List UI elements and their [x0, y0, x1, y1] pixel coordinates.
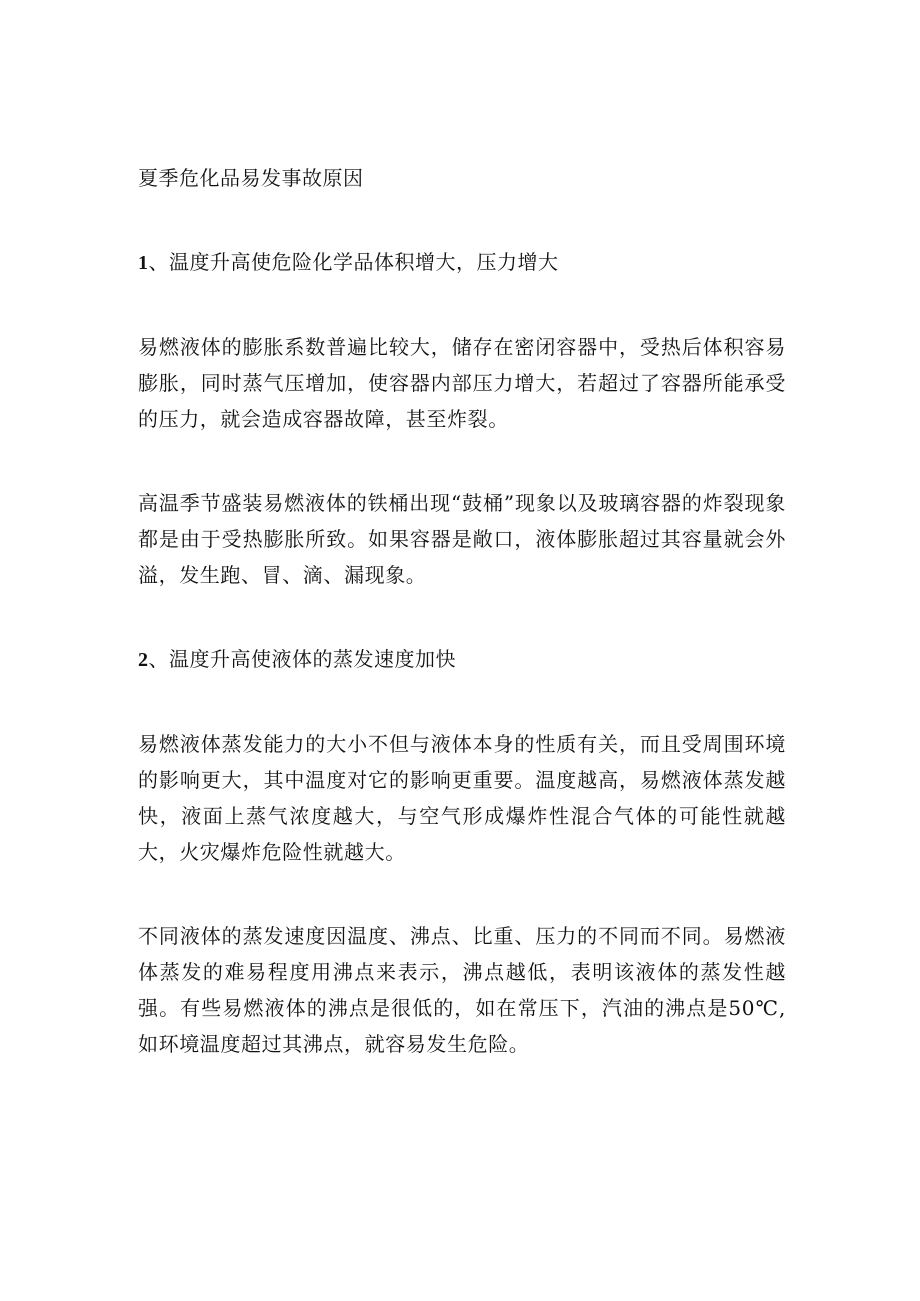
section-1-paragraph-1: 易燃液体的膨胀系数普遍比较大，储存在密闭容器中，受热后体积容易膨胀，同时蒸气压增加，使容器内部压力增大，若超过了容器所能承受的压力，就会造成容器故障，甚至炸裂。 — [138, 335, 786, 431]
section-2-heading-text: 、温度升高使液体的蒸发速度加快 — [148, 647, 456, 671]
section-2-paragraph-2: 不同液体的蒸发速度因温度、沸点、比重、压力的不同而不同。易燃液体蒸发的难易程度用沸点来表示，沸点越低，表明该液体的蒸发性越强。有些易燃液体的沸点是很低的，如在常压下，汽油的沸点是50℃,如环境温度超过其沸点，就容易发生危险。 — [138, 924, 786, 1056]
section-1-heading-text: 、温度升高使危险化学品体积增大，压力增大 — [148, 250, 559, 274]
document-body — [138, 160, 786, 1110]
document-title: 夏季危化品易发事故原因 — [138, 166, 364, 190]
section-2-paragraph-1: 易燃液体蒸发能力的大小不但与液体本身的性质有关，而且受周围环境的影响更大，其中温度对它的影响更重要。温度越高，易燃液体蒸发越快，液面上蒸气浓度越大，与空气形成爆炸性混合气体的可能性就越大，火灾爆炸危险性就越大。 — [138, 732, 786, 864]
section-2-heading — [138, 641, 786, 678]
section-1-number: 1 — [138, 252, 149, 274]
section-2-number: 2 — [138, 649, 149, 671]
section-1-paragraph-2: 高温季节盛装易燃液体的铁桶出现“鼓桶”现象以及玻璃容器的炸裂现象都是由于受热膨胀所致。如果容器是敞口，液体膨胀超过其容量就会外溢，发生跑、冒、滴、漏现象。 — [138, 491, 786, 587]
section-1-heading — [138, 244, 786, 281]
